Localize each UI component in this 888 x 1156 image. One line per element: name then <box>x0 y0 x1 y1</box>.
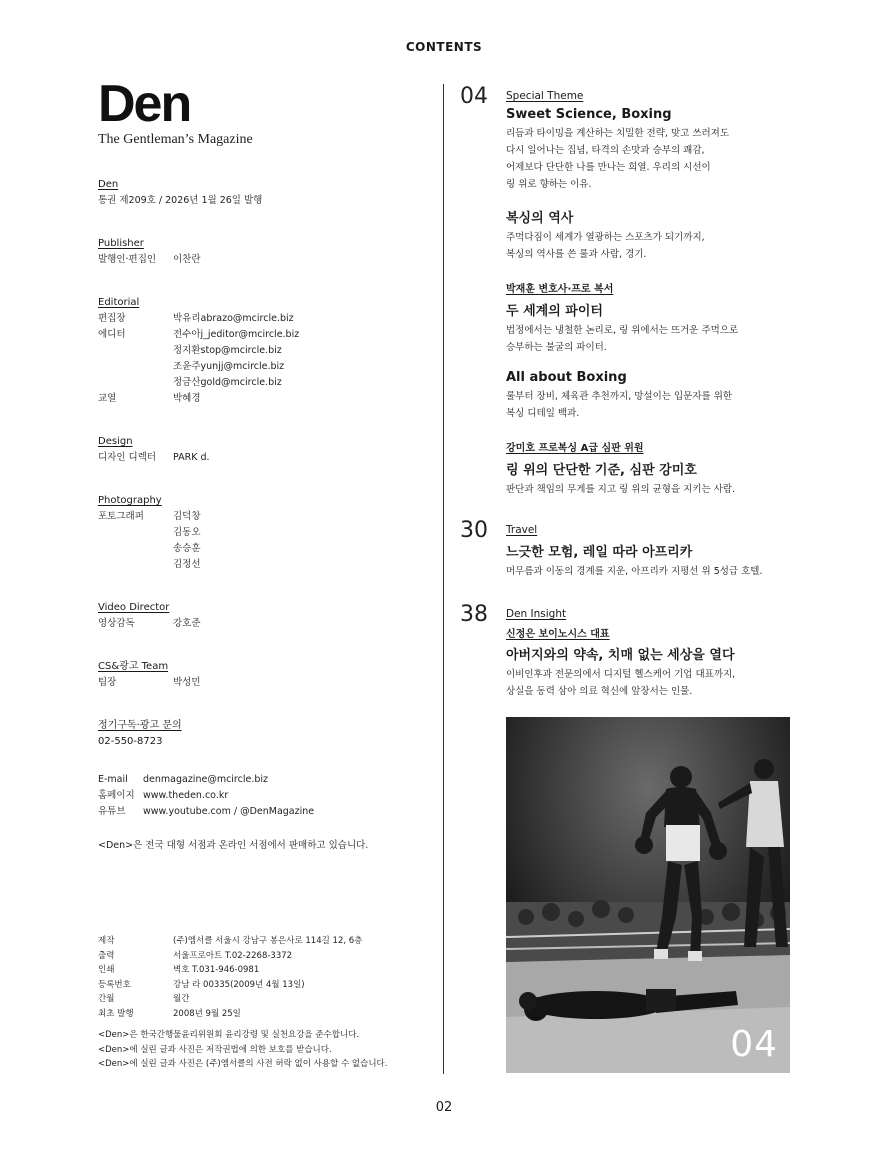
toc-sub-title: All about Boxing <box>506 370 627 385</box>
imprint-label: 간월 <box>98 994 115 1004</box>
toc-sub-article[interactable] <box>506 370 800 422</box>
sale-note-text: <Den>은 전국 대형 서점과 온라인 서점에서 판매하고 있습니다. <box>98 840 369 851</box>
imprint-label: 최초 발행 <box>98 1008 134 1019</box>
imprint-value: (주)엠서클 서울시 강남구 봉은사로 114길 12, 6층 <box>173 936 363 946</box>
imprint-value: 강남 라 00335(2009년 4월 13일) <box>173 979 305 990</box>
boxing-photo <box>506 717 790 1073</box>
staff-role: 교열 <box>98 393 117 404</box>
toc-title: 느긋한 모험, 레일 따라 아프리카 <box>506 545 693 560</box>
den-logo: Den <box>98 75 191 133</box>
toc-byline: 박재훈 변호사·프로 복서 <box>506 284 614 295</box>
toc-description: 이비인후과 전문의에서 디지털 헬스케어 기업 대표까지, 상실을 동력 삼아 의료 혁신에 앞장서는 인물. <box>506 669 736 697</box>
legal-notes <box>98 1028 438 1072</box>
toc-sub-title: 링 위의 단단한 기준, 심판 강미호 <box>506 463 697 478</box>
staff-role <box>98 557 173 573</box>
staff-role <box>98 359 173 375</box>
staff-role: 팀장 <box>98 677 117 688</box>
publisher-label: Publisher <box>98 238 144 249</box>
contact-website[interactable]: www.theden.co.kr <box>143 790 229 801</box>
staff-role <box>98 525 173 541</box>
legal-note: <Den>은 한국간행물윤리위원회 윤리강령 및 실천요강을 준수합니다. <box>98 1030 360 1040</box>
toc-title: 아버지와의 약속, 치매 없는 세상을 열다 <box>506 648 735 663</box>
staff-entry: 김동오 <box>173 527 201 538</box>
issue-text: 통권 제209호 / 2026년 1월 26일 발행 <box>98 195 263 206</box>
video-label: Video Director <box>98 602 170 613</box>
photo-page-label: 04 <box>730 1024 778 1065</box>
toc-byline: 강미호 프로복싱 A급 심판 위원 <box>506 443 644 454</box>
boxing-photo-illustration <box>506 717 790 1073</box>
toc-sub-description: 법정에서는 냉철한 논리로, 링 위에서는 뜨거운 주먹으로 승부하는 불굴의 파이터. <box>506 325 739 353</box>
toc-sub-description: 룰부터 장비, 체육관 추천까지, 망설이는 입문자를 위한 복싱 디테일 백과. <box>506 391 733 419</box>
publisher-name: 이찬란 <box>173 254 201 265</box>
staff-role: 에디터 <box>98 329 126 340</box>
staff-role <box>98 375 173 391</box>
staff-entry: 김정선 <box>173 559 201 570</box>
video-section <box>98 595 428 632</box>
imprint-label: 등록번호 <box>98 979 131 990</box>
staff-entry: PARK d. <box>173 452 210 463</box>
toc-column <box>460 84 800 700</box>
magazine-tagline: The Gentleman’s Magazine <box>98 132 253 147</box>
legal-note: <Den>에 실린 글과 사진은 저작권법에 의한 보호를 받습니다. <box>98 1044 332 1055</box>
issue-section <box>98 172 428 209</box>
publisher-role: 발행인·편집인 <box>98 254 157 265</box>
contact-label: E-mail <box>98 774 128 785</box>
toc-title: Sweet Science, Boxing <box>506 107 672 122</box>
toc-sub-title: 복싱의 역사 <box>506 211 574 226</box>
photography-label: Photography <box>98 495 162 506</box>
toc-entry-special[interactable] <box>460 84 800 498</box>
masthead-column <box>98 75 428 854</box>
staff-entry: 박성민 <box>173 677 201 688</box>
column-divider <box>443 84 444 1074</box>
toc-entry-travel[interactable] <box>460 518 800 580</box>
imprint-value: 서울프로아트 T.02-2268-3372 <box>173 950 293 961</box>
toc-page-number: 38 <box>460 602 488 627</box>
toc-category: Den Insight <box>506 608 567 620</box>
imprint-value: 벽호 T.031-946-0981 <box>173 965 260 975</box>
editorial-label: Editorial <box>98 297 140 308</box>
contents-heading: CONTENTS <box>405 40 483 54</box>
staff-entry: 송승훈 <box>173 543 201 554</box>
cs-label: CS&광고 Team <box>98 661 169 672</box>
editorial-section <box>98 290 428 407</box>
imprint-footer <box>98 934 438 1072</box>
staff-entry: 강호준 <box>173 618 201 629</box>
staff-entry: 박유리abrazo@mcircle.biz <box>173 313 294 324</box>
subscribe-label: 정기구독·광고 문의 <box>98 720 182 731</box>
staff-entry: 조윤주yunjj@mcircle.biz <box>173 361 285 372</box>
toc-sub-article[interactable] <box>506 436 800 498</box>
staff-role: 영상감독 <box>98 618 135 629</box>
toc-sub-article[interactable] <box>506 277 800 356</box>
staff-role: 포토그래퍼 <box>98 511 144 522</box>
staff-entry: 김덕창 <box>173 511 201 522</box>
contact-youtube[interactable]: www.youtube.com / @DenMagazine <box>143 806 315 817</box>
subscribe-phone: 02-550-8723 <box>98 736 163 747</box>
cs-section <box>98 654 428 691</box>
page-number: 02 <box>435 1100 453 1115</box>
imprint-value: 월간 <box>173 994 190 1004</box>
staff-role <box>98 343 173 359</box>
sale-note <box>98 838 428 854</box>
staff-entry: 정지환stop@mcircle.biz <box>173 345 282 356</box>
toc-category: Special Theme <box>506 90 584 102</box>
toc-description: 머무름과 이동의 경계를 지운, 아프리카 지평선 위 5성급 호텔. <box>506 566 763 577</box>
toc-category: Travel <box>506 524 538 536</box>
staff-entry: 전수아j_jeditor@mcircle.biz <box>173 329 300 340</box>
toc-byline: 신정은 보이노시스 대표 <box>506 629 610 640</box>
staff-entry: 정금산gold@mcircle.biz <box>173 377 282 388</box>
toc-sub-description: 판단과 책임의 무게를 지고 링 위의 균형을 지키는 사람. <box>506 484 736 495</box>
toc-description: 리듬과 타이밍을 계산하는 치밀한 전략, 맞고 쓰러져도 다시 일어나는 집념, 타격의 손맛과 승부의 쾌감, 어제보다 단단한 나를 만나는 희열. 우리의 시선이 링 위로 향하는 이유. <box>506 128 730 190</box>
issue-label: Den <box>98 179 119 190</box>
staff-role: 편집장 <box>98 313 126 324</box>
contact-label: 홈페이지 <box>98 790 135 801</box>
staff-role <box>98 541 173 557</box>
contact-label: 유튜브 <box>98 806 126 817</box>
toc-sub-description: 주먹다짐이 세계가 열광하는 스포츠가 되기까지, 복싱의 역사를 쓴 룰과 사람, 경기. <box>506 232 705 260</box>
imprint-label: 출력 <box>98 950 115 961</box>
toc-entry-insight[interactable] <box>460 602 800 700</box>
contact-email[interactable]: denmagazine@mcircle.biz <box>143 774 269 785</box>
design-label: Design <box>98 436 133 447</box>
toc-page-number: 04 <box>460 84 488 109</box>
photography-section <box>98 488 428 573</box>
legal-note: <Den>에 실린 글과 사진은 (주)엠서클의 사전 허락 없이 사용할 수 없습니다. <box>98 1059 388 1069</box>
design-section <box>98 429 428 466</box>
imprint-label: 제작 <box>98 936 115 946</box>
contact-section <box>98 772 428 820</box>
toc-sub-article[interactable] <box>506 207 800 263</box>
toc-page-number: 30 <box>460 518 488 543</box>
staff-role: 디자인 디렉터 <box>98 452 157 463</box>
imprint-label: 인쇄 <box>98 965 115 975</box>
toc-sub-title: 두 세계의 파이터 <box>506 304 603 319</box>
publisher-section <box>98 231 428 268</box>
imprint-value: 2008년 9월 25일 <box>173 1008 241 1019</box>
staff-entry: 박혜경 <box>173 393 201 404</box>
subscribe-section <box>98 713 428 750</box>
